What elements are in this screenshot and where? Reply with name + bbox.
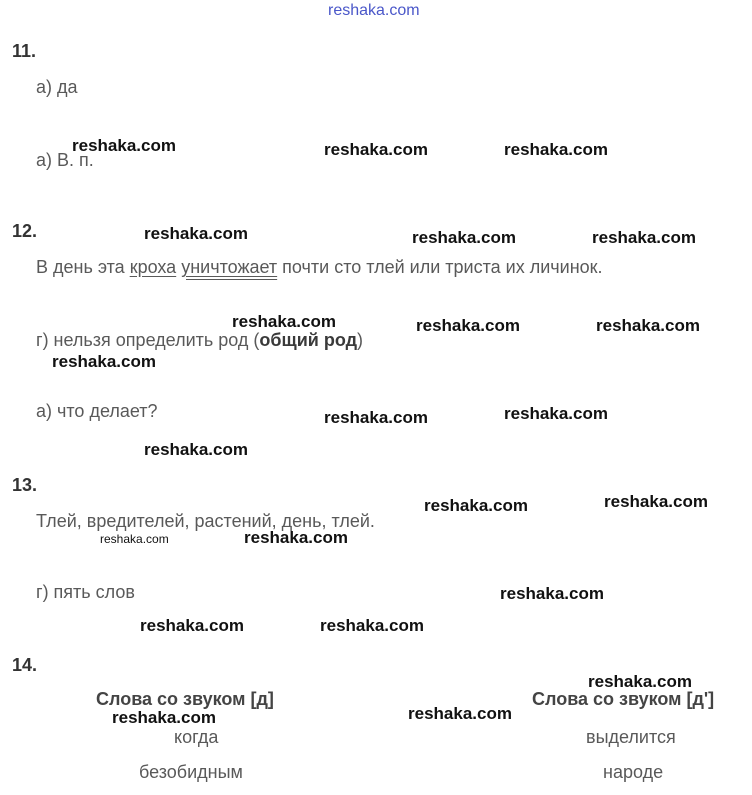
watermark: reshaka.com: [320, 616, 424, 635]
task-12-number: 12.: [12, 221, 38, 241]
hard-d-word: когда: [174, 727, 219, 747]
watermark: reshaka.com: [588, 672, 692, 691]
hard-d-word: безобидным: [139, 762, 243, 782]
sentence-part-1: В день эта: [36, 257, 130, 277]
watermark: reshaka.com: [100, 532, 169, 546]
watermark: reshaka.com: [144, 440, 248, 459]
column-heading-hard-d: Слова со звуком [д]: [96, 689, 274, 709]
watermark: reshaka.com: [144, 224, 248, 243]
watermark: reshaka.com: [408, 704, 512, 723]
watermark: reshaka.com: [424, 496, 528, 515]
watermark: reshaka.com: [324, 408, 428, 427]
column-heading-soft-d: Слова со звуком [д']: [532, 689, 715, 709]
task-14-number: 14.: [12, 655, 38, 675]
site-header-link[interactable]: reshaka.com: [328, 2, 420, 19]
watermark: reshaka.com: [412, 228, 516, 247]
watermark: reshaka.com: [140, 616, 244, 635]
predicate-word: уничтожает: [181, 257, 278, 277]
task-11-answer-1: а) да: [36, 77, 78, 97]
answer-g-suffix: ): [357, 330, 364, 350]
watermark: reshaka.com: [500, 584, 604, 603]
watermark: reshaka.com: [604, 492, 708, 511]
soft-d-word: выделится: [586, 727, 676, 747]
task-13-answer: г) пять слов: [36, 582, 135, 602]
watermark: reshaka.com: [504, 404, 608, 423]
watermark: reshaka.com: [592, 228, 696, 247]
task-12-answer-a: а) что делает?: [36, 401, 158, 421]
task-13-number: 13.: [12, 475, 38, 495]
task-11-answer-2: а) В. п.: [36, 150, 94, 170]
task-11-number: 11.: [12, 41, 37, 61]
soft-d-word: народе: [603, 762, 664, 782]
answer-g-bold: общий род: [259, 330, 358, 350]
task-13-words: Тлей, вредителей, растений, день, тлей.: [36, 511, 375, 531]
subject-word: кроха: [129, 257, 177, 277]
sentence-part-2: почти сто тлей или триста их личинок.: [277, 257, 603, 277]
watermark: reshaka.com: [244, 528, 348, 547]
task-12-sentence: [36, 257, 603, 278]
watermark: reshaka.com: [112, 708, 216, 727]
watermark: reshaka.com: [504, 140, 608, 159]
watermark: reshaka.com: [232, 312, 336, 331]
task-12-answer-g: [36, 330, 363, 351]
answer-g-prefix: г) нельзя определить род (: [36, 330, 260, 350]
watermark: reshaka.com: [72, 136, 176, 155]
watermark: reshaka.com: [596, 316, 700, 335]
watermark: reshaka.com: [416, 316, 520, 335]
watermark: reshaka.com: [324, 140, 428, 159]
watermark: reshaka.com: [52, 352, 156, 371]
